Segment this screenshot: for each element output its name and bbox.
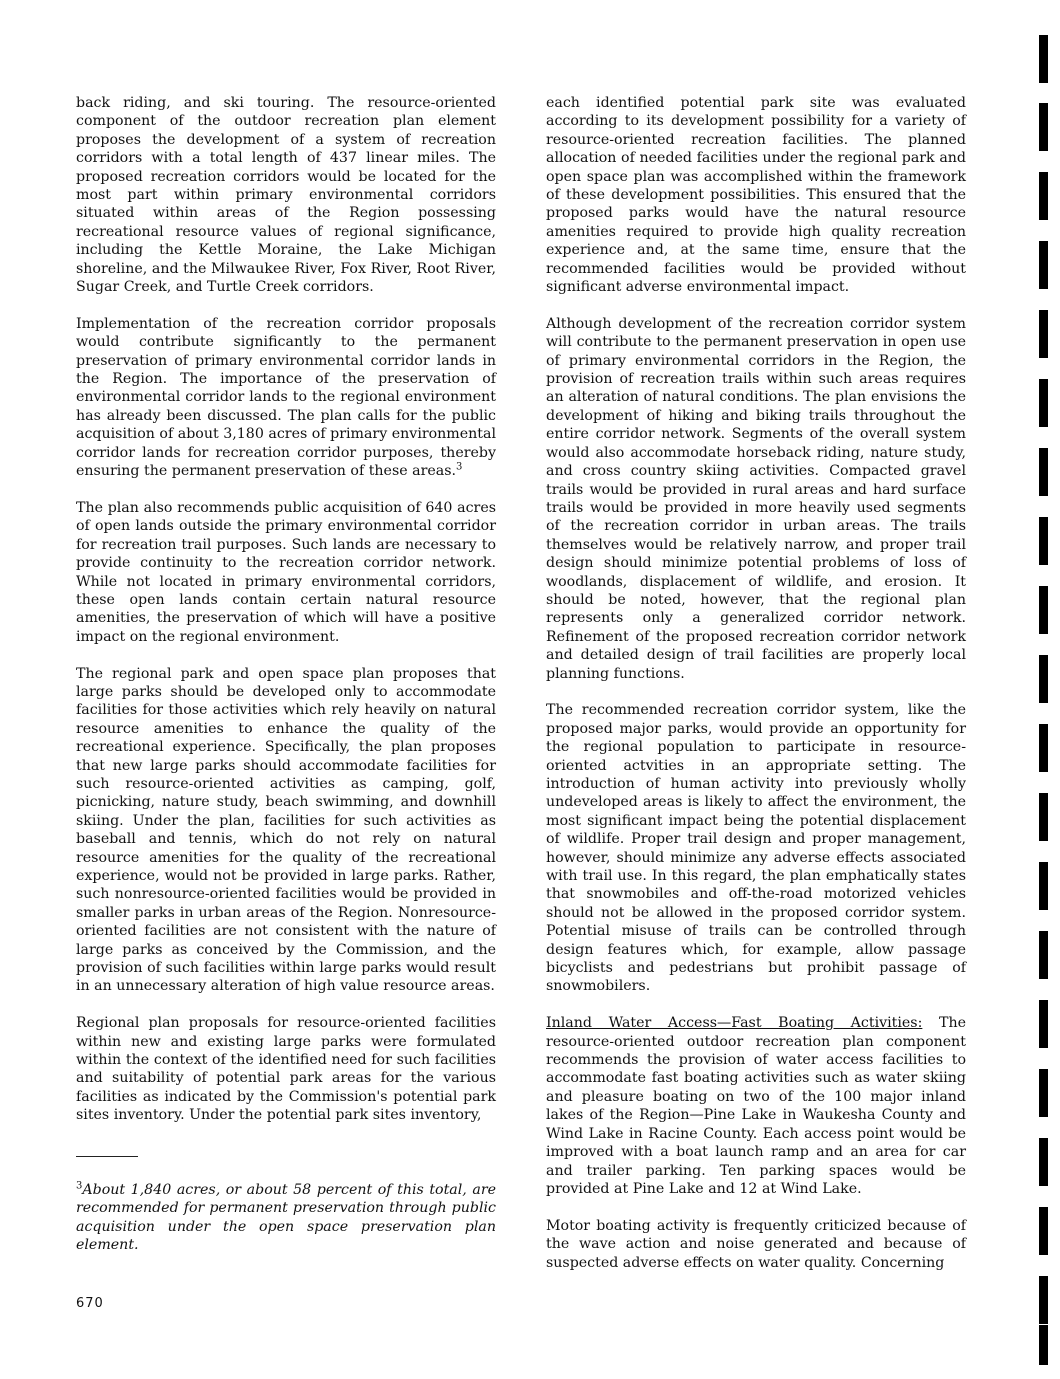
edge-mark [1039, 586, 1048, 634]
edge-mark [1039, 172, 1048, 220]
paragraph: The regional park and open space plan proposes that large parks should be developed only to accommodate facilities for those activities which rely heavily on natural resource amenities to enhance the quality of the recreational experience. Specifically, the plan proposes that new large parks should accommodate facilities for such resource-oriented activities as camping, golf, picnicking, nature study, beach swimming, and downhill skiing. Under the plan, facilities for such activities as baseball and tennis, which do not rely on natural resource amenities for the quality of the recreational experience, would not be provided in large parks. Rather, such nonresource-oriented facilities would be provided in smaller parks in urban areas of the Region. Nonresource-oriented facilities are not consistent with the nature of large parks as conceived by the Commission, and the provision of such facilities within large parks would result in an unnecessary alteration of high value resource areas. [76, 665, 496, 995]
paragraph: Regional plan proposals for resource-oriented facilities within new and existing large parks were formulated within the context of the identified need for such facilities and suitability of potential park areas for the various facilities as indicated by the Commission's potential park sites inventory. Under the potential park sites inventory, [76, 1015, 496, 1124]
edge-mark [1039, 1138, 1048, 1186]
edge-mark [1039, 448, 1048, 496]
section-subheading: Inland Water Access—Fast Boating Activities: [546, 1015, 923, 1032]
edge-mark [1039, 931, 1048, 979]
edge-mark [1039, 517, 1048, 565]
paragraph [546, 1014, 966, 1198]
paragraph: each identified potential park site was evaluated according to its development possibility for a variety of resource-oriented recreation facilities. The planned allocation of needed facilities under the regional park and open space plan was accomplished within the framework of these development possibilities. This ensured that the proposed parks would have the natural resource amenities required to provide high quality recreation experience and, at the same time, ensure that the recommended facilities would be provided without significant adverse environmental impact. [546, 95, 966, 296]
paragraph: back riding, and ski touring. The resource-oriented component of the outdoor recreation plan element proposes the development of a system of recreation corridors with a total length of 437 linear miles. The proposed recreation corridors would be located for the most part within primary environmental corridors situated within areas of the Region possessing recreational resource values of regional significance, including the Kettle Moraine, the Lake Michigan shoreline, and the Milwaukee River, Fox River, Root River, Sugar Creek, and Turtle Creek corridors. [76, 95, 496, 296]
scan-edge-marks [1030, 0, 1060, 1379]
edge-mark [1039, 103, 1048, 151]
paragraph: The plan also recommends public acquisition of 640 acres of open lands outside the primary environmental corridor for recreation trail purposes. Such lands are necessary to provide continuity to the recreation corridor network. While not located in primary environmental corridors, these open lands contain certain natural resource amenities, the preservation of which will have a positive impact on the regional environment. [76, 499, 496, 645]
edge-mark [1039, 241, 1048, 289]
edge-mark [1039, 1207, 1048, 1255]
edge-mark [1039, 310, 1048, 358]
edge-mark [1039, 1325, 1048, 1365]
right-column [546, 94, 966, 1290]
edge-mark [1039, 793, 1048, 841]
edge-mark [1039, 379, 1048, 427]
edge-mark [1039, 1069, 1048, 1117]
edge-mark [1039, 655, 1048, 703]
left-column [76, 94, 496, 1143]
paragraph-text: Implementation of the recreation corridor proposals would contribute significantly to the permanent preservation of primary environmental corridor lands in the Region. The importance of the preservation of environmental corridor lands to the regional environment has already been discussed. The plan calls for the public acquisition of about 3,180 acres of primary environmental corridor lands for recreation corridor purposes, thereby ensuring the permanent preservation of these areas. [76, 315, 496, 480]
footnote-number: 3 [76, 1180, 83, 1192]
footnote-divider [76, 1156, 138, 1157]
edge-mark [1039, 862, 1048, 910]
paragraph [76, 315, 496, 481]
footnote-text: About 1,840 acres, or about 58 percent of this total, are recommended for permanent preservation through public acquisition under the open space preservation plan element. [76, 1182, 496, 1254]
edge-mark [1039, 724, 1048, 772]
edge-mark [1039, 1000, 1048, 1048]
edge-mark [1039, 35, 1048, 83]
page-number: 670 [76, 1296, 104, 1311]
paragraph-text: The resource-oriented outdoor recreation plan component recommends the provision of water access facilities to accommodate fast boating activities such as water skiing and pleasure boating on two of the 100 major inland lakes of the Region—Pine Lake in Waukesha County and Wind Lake in Racine County. Each access point would be improved with a boat launch ramp and an area for car and trailer parking. Ten parking spaces would be provided at Pine Lake and 12 at Wind Lake. [546, 1015, 966, 1197]
paragraph: The recommended recreation corridor system, like the proposed major parks, would provide an opportunity for the regional population to participate in resource-oriented actvities in an appropriate setting. The introduction of human activity into previously wholly undeveloped areas is likely to affect the environment, the most significant impact being the potential displacement of wildlife. Proper trail design and proper management, however, should minimize any adverse effects associated with trail use. In this regard, the plan emphatically states that snowmobiles and off-the-road motorized vehicles should not be allowed in the proposed corridor system. Potential misuse of trails can be controlled through design features which, for example, allow passage bicyclists and pedestrians but prohibit passage of snowmobilers. [546, 702, 966, 995]
paragraph: Although development of the recreation corridor system will contribute to the permanent preservation in open use of primary environmental corridors in the Region, the provision of recreation trails within such areas requires an alteration of natural conditions. The plan envisions the development of hiking and biking trails throughout the entire corridor network. Segments of the overall system would also accommodate horseback riding, nature study, and cross country skiing activities. Compacted gravel trails would be provided in rural areas and hard surface trails would be provided in more heavily used segments of the recreation corridor in urban areas. The trails themselves would be relatively narrow, and proper trail design should minimize potential problems of loss of woodlands, displacement of wildlife, and erosion. It should be noted, however, that the regional plan represents only a generalized corridor network. Refinement of the proposed recreation corridor network and detailed design of trail facilities are properly local planning functions. [546, 315, 966, 682]
paragraph: Motor boating activity is frequently criticized because of the wave action and noise generated and because of suspected adverse effects on water quality. Concerning [546, 1217, 966, 1271]
edge-mark [1039, 1276, 1048, 1324]
footnote-marker: 3 [456, 461, 463, 473]
footnote [76, 1181, 496, 1255]
